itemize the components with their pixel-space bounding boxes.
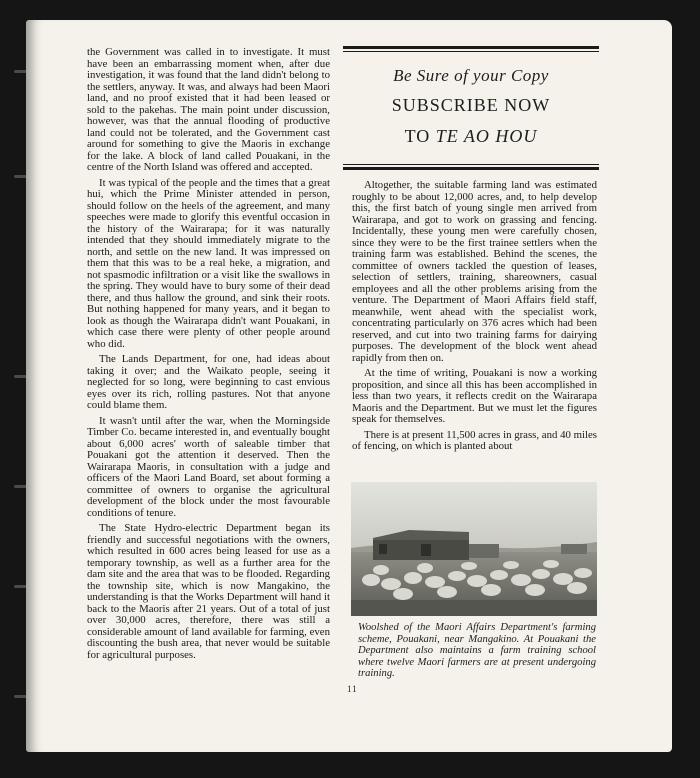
page-number: 11 — [347, 684, 358, 694]
subscribe-to: TO — [404, 126, 436, 146]
photo-caption: Woolshed of the Maori Affairs Department's farming scheme, Pouakani, near Mangakino. At Pouakani the Department also maintains a farm training school where twelve Maori farmers are at present undergoing training. — [358, 622, 596, 680]
subscribe-heading: SUBSCRIBE NOW — [391, 95, 551, 115]
rule-top — [343, 46, 599, 49]
right-column — [352, 180, 597, 457]
magazine-title: TE AO HOU — [435, 126, 538, 146]
subscribe-tagline: Be Sure of your Copy — [393, 66, 549, 85]
woolshed-photo — [351, 482, 597, 616]
left-paragraph-2: It was typical of the people and the times that a great hui, which the Prime Minister attended in person, should follow on the heels of the agreement, and many speeches were made to glorify this eventful occasion in the history of the Wairarapa; for it was naturally intended that they should immediately migrate to the north, and settle on the new land. It was impressed on them that this was to be a real heke, a migration, and not spasmodic infiltration or a visit like the swallows in the spring. They would have to bury some of their dead there, and thus hallow the ground, and sink their roots. But nothing happened for many years, and it began to look as though the Wairarapa didn't want Pouakani, in which case there were plenty of other people around who did. — [87, 176, 330, 350]
left-paragraph-3: The Lands Department, for one, had ideas about taking it over; and the Waikato people, seeing it neglected for so long, were beginning to cast envious eyes over its rich, rolling pastures. Not that anyone could blame them. — [87, 353, 330, 411]
subscribe-box — [343, 46, 599, 174]
left-paragraph-5: The State Hydro-electric Department began its friendly and successful negotiations with the owners, which resulted in 600 acres being leased for use as a temporary township, as well as a further area for the dam site and the area that was to be flooded. Regarding the township site, which is now Mangakino, the understanding is that the Works Department will hand it back to the Maoris after 21 years. Out of a total of just over 30,000 acres, therefore, there was still a considerable amount of land available for farming, even discounting the bush area, that never would be suitable for agricultural purposes. — [87, 522, 330, 661]
left-paragraph-1: the Government was called in to investigate. It must have been an embarrassing moment when, after due investigation, it was found that the land didn't belong to the settlers, anyway. It was, and always had been Maori land, and no proof existed that it had been leased or sold to the pakehas. The main point under discussion, however, was that the annual flooding of productive land could not be tolerated, and the Government cast around for something to give the Maoris in exchange for the lake. A block of land called Pouakani, in the centre of the North Island was offered and accepted. — [87, 46, 330, 173]
rule-bottom — [343, 164, 599, 172]
rule-top-thin — [343, 51, 599, 52]
right-paragraph-1: Altogether, the suitable farming land was estimated roughly to be about 12,000 acres, and, to help develop this, the first batch of young single men arrived from Wairarapa, and got to work on grassing and fencing. Incidentally, these young men were carefully chosen, since they were to be the first trainee settlers when the training farm was established. Behind the scenes, the committee of owners tackled the question of leases, selection of settlers, training, shareowners, casual employees and all the other problems arising from the venture. The Department of Maori Affairs field staff, meanwhile, went ahead with the specialist work, concentrating particularly on 376 acres which had been reserved, and cut into two training farms for dairying purposes. The development of the block went ahead rapidly from then on. — [352, 179, 597, 364]
right-paragraph-3: There is at present 11,500 acres in grass, and 40 miles of fencing, on which is planted about — [352, 428, 597, 452]
left-column — [87, 47, 330, 665]
right-paragraph-2: At the time of writing, Pouakani is now a working proposition, and since all this has been accomplished in less than two years, it reflects credit on the Wairarapa Maoris and the Department. But we must let the figures speak for themselves. — [352, 367, 597, 425]
left-paragraph-4: It wasn't until after the war, when the Morningside Timber Co. became interested in, and eventually bought about 6,000 acres' worth of saleable timber that Pouakani got the attention it deserved. Then the Wairarapa Maoris, in consultation with a judge and officers of the Maori Land Board, set about forming a committee of owners to organise the agricultural development of the block under the most favourable conditions of tenure. — [87, 414, 330, 519]
subscribe-title-line — [343, 126, 599, 147]
woolshed-photo-image — [351, 482, 597, 616]
